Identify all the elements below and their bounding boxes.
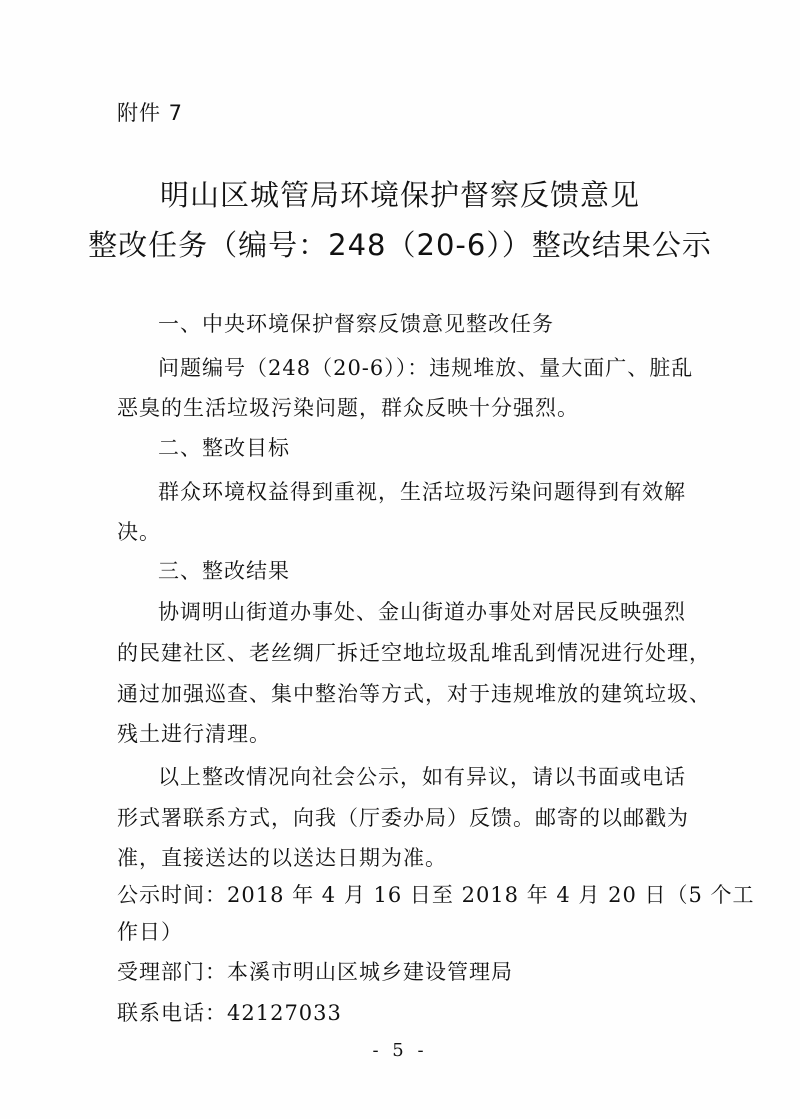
section-1-body-line: 恶臭的生活垃圾污染问题，群众反映十分强烈。 [117,396,579,420]
section-3-body-line: 通过加强巡查、集中整治等方式，对于违规堆放的建筑垃圾、 [117,682,711,706]
notice-period-line: 公示时间：2018 年 4 月 16 日至 2018 年 4 月 20 日（5 个工 [117,883,755,907]
section-1-heading: 一、中央环境保护督察反馈意见整改任务 [158,312,554,336]
section-2-body-line: 决。 [117,520,161,544]
section-3-body-line: 形式署联系方式，向我（厅委办局）反馈。邮寄的以邮戳为 [117,806,689,830]
notice-period-line: 作日） [117,920,183,944]
section-2-heading: 二、整改目标 [158,436,290,460]
document-title-line-2: 整改任务（编号：248（20-6））整改结果公示 [88,228,712,262]
notice-department: 受理部门：本溪市明山区城乡建设管理局 [117,960,513,984]
notice-phone: 联系电话：42127033 [117,1001,342,1025]
section-1-body-line: 问题编号（248（20-6））：违规堆放、量大面广、脏乱 [158,356,694,380]
section-3-body-line: 残土进行清理。 [117,722,271,746]
section-3-heading: 三、整改结果 [158,559,290,583]
section-3-body-line: 的民建社区、老丝绸厂拆迁空地垃圾乱堆乱到情况进行处理， [117,641,711,665]
section-3-body-line: 协调明山街道办事处、金山街道办事处对居民反映强烈 [158,600,686,624]
document-title-line-1: 明山区城管局环境保护督察反馈意见 [159,178,640,212]
attachment-label: 附件 7 [117,101,184,125]
page-number: - 5 - [372,1040,428,1061]
section-3-body-line: 准，直接送达的以送达日期为准。 [117,846,447,870]
section-3-body-line: 以上整改情况向社会公示，如有异议，请以书面或电话 [158,765,686,789]
section-2-body-line: 群众环境权益得到重视，生活垃圾污染问题得到有效解 [158,480,686,504]
